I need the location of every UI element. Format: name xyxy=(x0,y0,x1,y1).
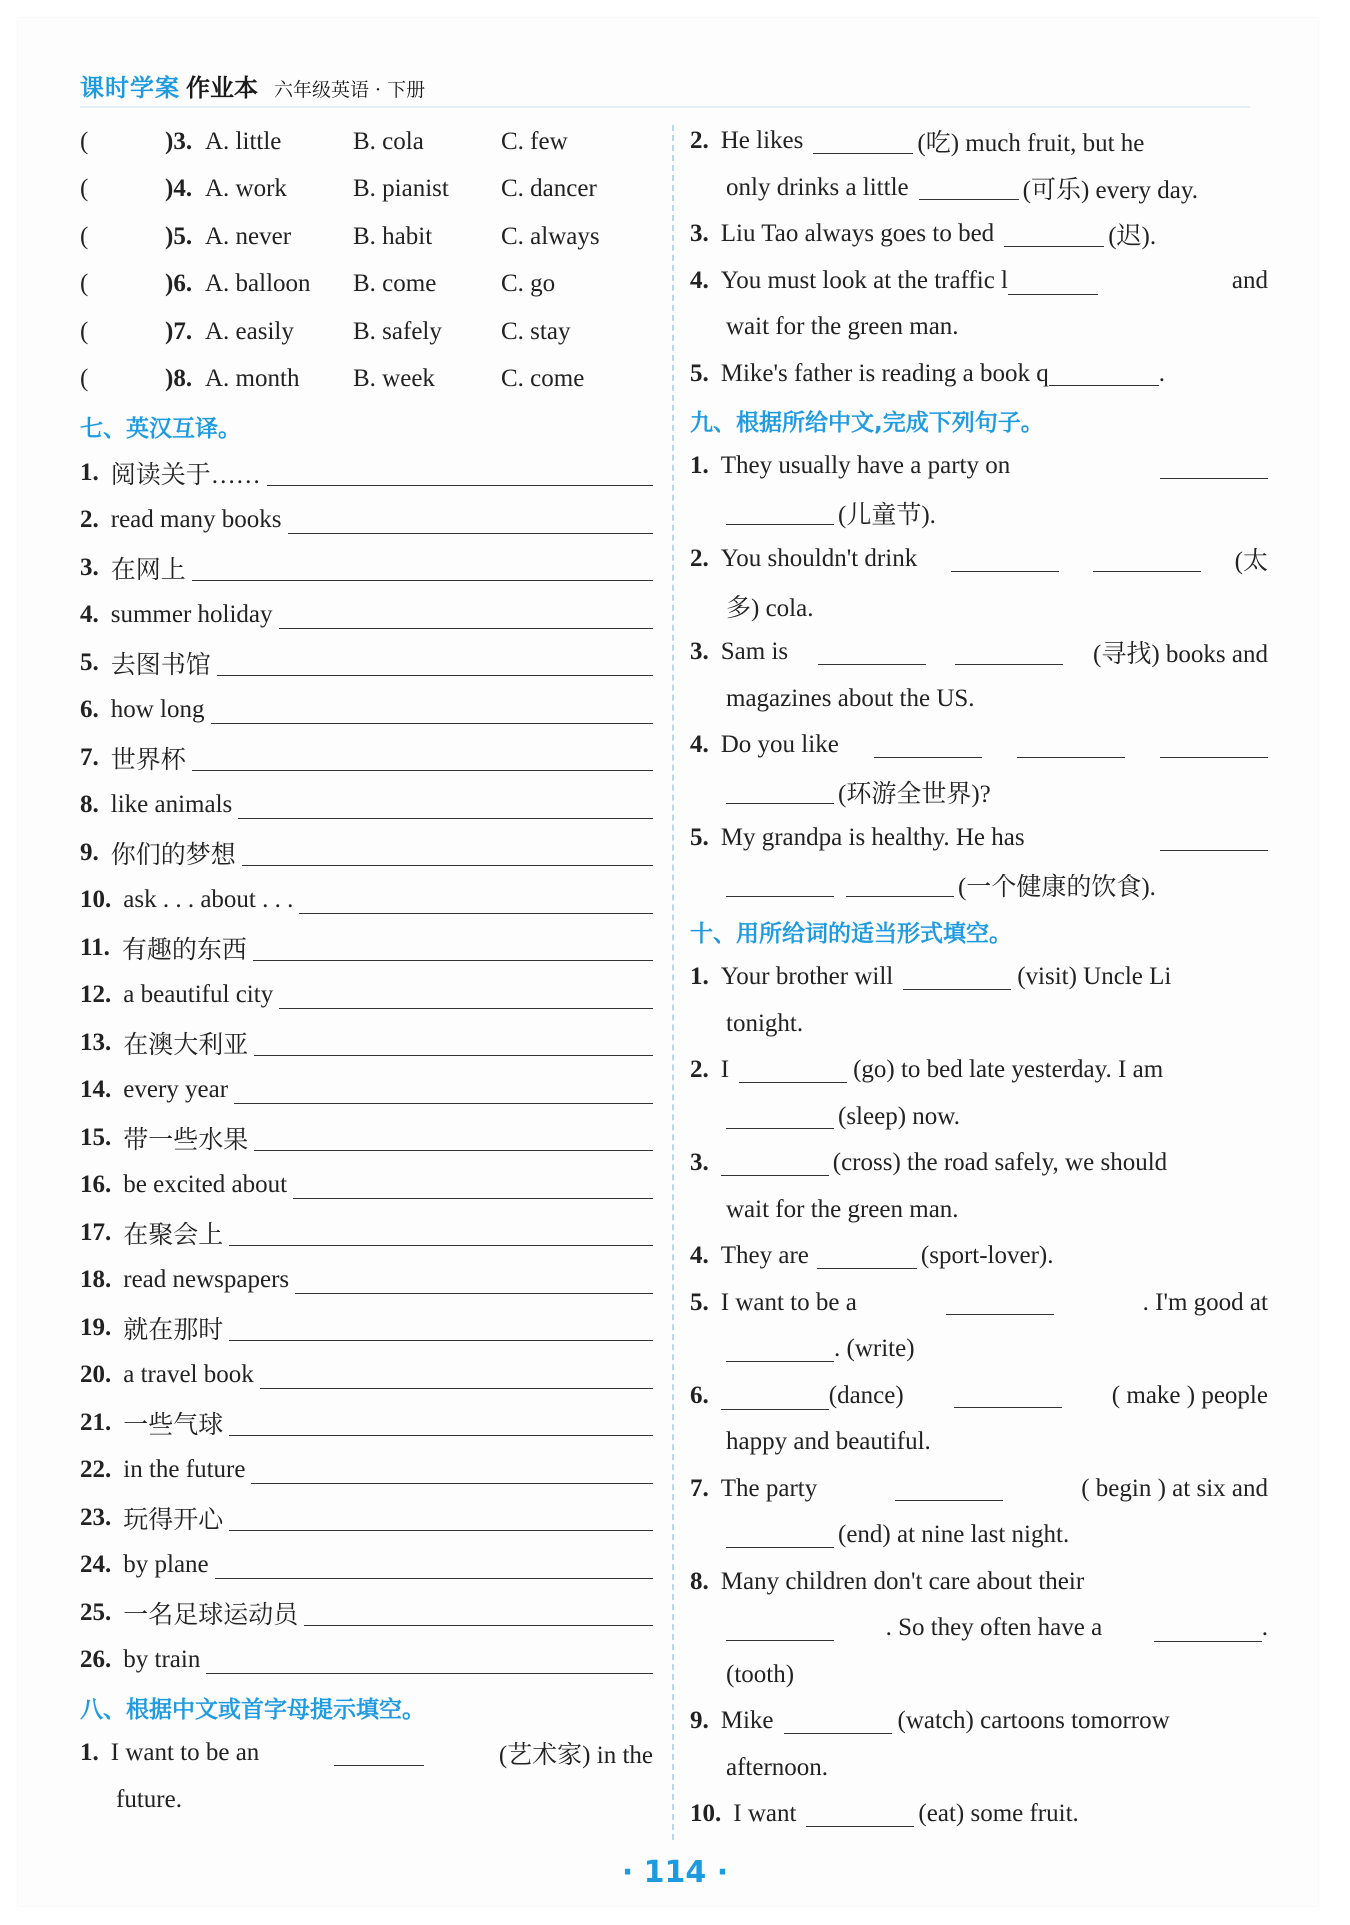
answer-line[interactable] xyxy=(267,459,653,486)
answer-line[interactable] xyxy=(192,744,653,771)
option-a: A. never xyxy=(205,222,292,250)
item-text: by plane xyxy=(123,1551,209,1579)
item-number: 2. xyxy=(80,506,99,534)
left-column xyxy=(80,118,653,1823)
question-number: )6. xyxy=(165,270,193,298)
answer-paren[interactable]: ( xyxy=(80,270,89,298)
section-10-q6-cont: happy and beautiful. xyxy=(726,1428,931,1456)
translation-item xyxy=(80,829,653,877)
section-10-q6: 6. (dance) ( make ) people xyxy=(690,1381,1268,1409)
item-number: 1. xyxy=(80,458,99,486)
answer-blank[interactable] xyxy=(895,1476,1003,1501)
section-9-q4: 4. Do you like xyxy=(690,722,1268,769)
item-text: 有趣的东西 xyxy=(121,936,247,964)
question-number: )7. xyxy=(165,317,193,345)
translation-item xyxy=(80,1067,653,1115)
section-9-q5-cont: (一个健康的饮食). xyxy=(690,862,1268,909)
answer-paren[interactable]: ( xyxy=(80,317,89,345)
question-number: )5. xyxy=(165,222,193,250)
section-10-q2-cont: (sleep) now. xyxy=(690,1094,1268,1141)
answer-blank[interactable] xyxy=(954,1383,1062,1408)
page-header xyxy=(80,68,425,104)
option-b: B. come xyxy=(353,270,437,298)
item-text: a travel book xyxy=(123,1361,254,1389)
choice-question xyxy=(80,118,653,166)
answer-line[interactable] xyxy=(295,1267,653,1294)
answer-line[interactable] xyxy=(299,887,653,914)
page-number: · 114 · xyxy=(621,1855,729,1890)
answer-blank[interactable] xyxy=(1154,1617,1262,1642)
answer-blank[interactable] xyxy=(1017,733,1125,758)
choice-question xyxy=(80,261,653,309)
section-8-q2-cont: only drinks a little (可乐) every day. xyxy=(726,173,1199,204)
option-b: B. habit xyxy=(353,222,433,250)
choice-question xyxy=(80,166,653,214)
item-text: how long xyxy=(110,696,205,724)
answer-line[interactable] xyxy=(288,507,653,534)
item-text: ask . . . about . . . xyxy=(123,886,294,914)
answer-blank[interactable] xyxy=(806,1802,914,1827)
item-text: read newspapers xyxy=(123,1266,290,1294)
translation-item xyxy=(80,1399,653,1447)
item-number: 25. xyxy=(80,1598,112,1626)
answer-blank[interactable] xyxy=(721,1385,829,1410)
item-number: 24. xyxy=(80,1551,112,1579)
section-10-q7: 7. The party ( begin ) at six and xyxy=(690,1474,1268,1502)
answer-line[interactable] xyxy=(229,1409,653,1436)
option-c: C. come xyxy=(501,365,585,393)
translation-item xyxy=(80,1447,653,1495)
answer-blank[interactable] xyxy=(726,1104,834,1129)
section-8-q4: 4. You must look at the traffic l and xyxy=(690,266,1268,294)
answer-line[interactable] xyxy=(217,649,653,676)
item-number: 23. xyxy=(80,1503,112,1531)
section-9-q4-cont: (环游全世界)? xyxy=(690,769,1268,816)
answer-line[interactable] xyxy=(229,1504,653,1531)
answer-blank[interactable] xyxy=(726,779,834,804)
answer-blank[interactable] xyxy=(784,1709,892,1734)
item-number: 22. xyxy=(80,1456,112,1484)
section-9-q3-cont: magazines about the US. xyxy=(726,684,975,712)
section-10-q8-cont: . So they often have a . xyxy=(690,1605,1268,1652)
item-text: 去图书馆 xyxy=(110,651,211,679)
section-8-q2: 2. He likes (吃) much fruit, but he xyxy=(690,127,1145,158)
translation-item xyxy=(80,1542,653,1590)
item-number: 18. xyxy=(80,1266,112,1294)
item-text: 在聚会上 xyxy=(123,1221,224,1249)
header-rule xyxy=(80,106,1250,108)
section-9-q1: 1. They usually have a party on xyxy=(690,443,1268,490)
answer-line[interactable] xyxy=(254,1124,653,1151)
choice-question xyxy=(80,356,653,404)
question-number: )3. xyxy=(165,127,193,155)
answer-blank[interactable] xyxy=(334,1741,424,1766)
option-c: C. stay xyxy=(501,317,571,345)
section-10-q3: 3. (cross) the road safely, we should xyxy=(690,1149,1168,1177)
answer-blank[interactable] xyxy=(1160,826,1268,851)
column-divider xyxy=(672,125,674,1840)
answer-line[interactable] xyxy=(206,1647,653,1674)
section-8-q1-cont: future. xyxy=(116,1785,182,1813)
translation-item xyxy=(80,1162,653,1210)
item-text: summer holiday xyxy=(110,601,273,629)
answer-line[interactable] xyxy=(234,1077,653,1104)
answer-line[interactable] xyxy=(229,1314,653,1341)
answer-paren[interactable]: ( xyxy=(80,222,89,250)
item-text: read many books xyxy=(110,506,282,534)
brand-black-title: 作业本 xyxy=(186,74,258,102)
section-8-q5: 5. Mike's father is reading a book q . xyxy=(690,359,1166,387)
item-number: 8. xyxy=(80,791,99,819)
translation-item xyxy=(80,1352,653,1400)
item-number: 9. xyxy=(80,838,99,866)
multiple-choice-list xyxy=(80,118,653,403)
answer-blank[interactable] xyxy=(726,1523,834,1548)
answer-blank[interactable] xyxy=(955,640,1063,665)
item-text: 在网上 xyxy=(110,556,186,584)
item-text: 世界杯 xyxy=(110,746,186,774)
answer-line[interactable] xyxy=(253,934,653,961)
option-a: A. little xyxy=(205,127,282,155)
section-10-title: 十、用所给词的适当形式填空。 xyxy=(690,920,1012,947)
section-10-q10: 10. I want (eat) some fruit. xyxy=(690,1800,1079,1828)
translation-item xyxy=(80,972,653,1020)
option-a: A. month xyxy=(205,365,300,393)
section-10-q1: 1. Your brother will (visit) Uncle Li xyxy=(690,963,1172,991)
section-9-q3: 3. Sam is (寻找) books and xyxy=(690,638,1268,669)
option-b: B. week xyxy=(353,365,435,393)
item-number: 19. xyxy=(80,1313,112,1341)
item-number: 16. xyxy=(80,1171,112,1199)
item-number: 15. xyxy=(80,1123,112,1151)
answer-line[interactable] xyxy=(229,1219,653,1246)
translation-item xyxy=(80,544,653,592)
section-8-q1: 1. I want to be an (艺术家) in the xyxy=(80,1739,653,1770)
answer-blank[interactable] xyxy=(813,129,913,154)
item-number: 21. xyxy=(80,1408,112,1436)
section-10-q8: 8. Many children don't care about their xyxy=(690,1567,1085,1595)
answer-blank[interactable] xyxy=(726,1616,834,1641)
item-number: 17. xyxy=(80,1218,112,1246)
section-9-q5: 5. My grandpa is healthy. He has xyxy=(690,815,1268,862)
answer-line[interactable] xyxy=(251,1457,653,1484)
item-number: 10. xyxy=(80,886,112,914)
translation-item xyxy=(80,1257,653,1305)
translation-item xyxy=(80,449,653,497)
section-7-list xyxy=(80,449,653,1684)
answer-blank[interactable] xyxy=(1160,733,1268,758)
item-text: 在澳大利亚 xyxy=(123,1031,249,1059)
section-10-q2: 2. I (go) to bed late yesterday. I am xyxy=(690,1056,1164,1084)
answer-blank[interactable] xyxy=(726,872,834,897)
section-9-title: 九、根据所给中文,完成下列句子。 xyxy=(690,409,1044,436)
answer-blank[interactable] xyxy=(1049,361,1159,386)
item-text: 带一些水果 xyxy=(123,1126,249,1154)
option-c: C. dancer xyxy=(501,175,597,203)
translation-item xyxy=(80,497,653,545)
translation-item xyxy=(80,1637,653,1685)
item-number: 20. xyxy=(80,1361,112,1389)
answer-paren[interactable]: ( xyxy=(80,127,89,155)
translation-item xyxy=(80,592,653,640)
option-a: A. work xyxy=(205,175,287,203)
right-column xyxy=(690,118,1268,1838)
item-number: 3. xyxy=(80,553,99,581)
answer-blank[interactable] xyxy=(1008,270,1098,295)
item-number: 4. xyxy=(80,601,99,629)
answer-paren[interactable]: ( xyxy=(80,365,89,393)
section-10-q4: 4. They are (sport-lover). xyxy=(690,1242,1054,1270)
item-text: 就在那时 xyxy=(123,1316,224,1344)
translation-item xyxy=(80,1304,653,1352)
translation-item xyxy=(80,1494,653,1542)
answer-line[interactable] xyxy=(211,697,654,724)
item-text: be excited about xyxy=(123,1171,288,1199)
section-8-q4-cont: wait for the green man. xyxy=(726,313,959,341)
translation-item xyxy=(80,782,653,830)
section-8-title: 八、根据中文或首字母提示填空。 xyxy=(80,1696,425,1723)
question-number: )8. xyxy=(165,365,193,393)
translation-item xyxy=(80,734,653,782)
section-9-q2: 2. You shouldn't drink (太 xyxy=(690,545,1268,576)
choice-question xyxy=(80,213,653,261)
choice-question xyxy=(80,308,653,356)
item-text: 玩得开心 xyxy=(123,1506,224,1534)
section-10-q8-hint: (tooth) xyxy=(726,1660,795,1688)
answer-line[interactable] xyxy=(242,839,653,866)
translation-item xyxy=(80,1114,653,1162)
section-10-q5: 5. I want to be a . I'm good at xyxy=(690,1288,1268,1316)
answer-blank[interactable] xyxy=(818,640,926,665)
item-text: 一名足球运动员 xyxy=(123,1601,299,1629)
answer-paren[interactable]: ( xyxy=(80,175,89,203)
answer-blank[interactable] xyxy=(1004,222,1104,247)
answer-line[interactable] xyxy=(279,602,653,629)
answer-blank[interactable] xyxy=(874,733,982,758)
answer-blank[interactable] xyxy=(951,547,1059,572)
answer-blank[interactable] xyxy=(721,1151,829,1176)
section-9-q1-cont: (儿童节). xyxy=(690,490,1268,537)
answer-blank[interactable] xyxy=(919,175,1019,200)
translation-item xyxy=(80,924,653,972)
item-text: 一些气球 xyxy=(123,1411,224,1439)
brand-blue-title: 课时学案 xyxy=(80,74,180,102)
option-c: C. go xyxy=(501,270,556,298)
option-a: A. balloon xyxy=(205,270,311,298)
translation-item xyxy=(80,1589,653,1637)
item-number: 11. xyxy=(80,933,110,961)
translation-item xyxy=(80,1209,653,1257)
answer-line[interactable] xyxy=(215,1552,653,1579)
section-10-q7-cont: (end) at nine last night. xyxy=(690,1512,1268,1559)
answer-line[interactable] xyxy=(238,792,653,819)
translation-item xyxy=(80,687,653,735)
item-number: 13. xyxy=(80,1028,112,1056)
answer-blank[interactable] xyxy=(726,500,834,525)
answer-blank[interactable] xyxy=(726,1337,834,1362)
item-number: 5. xyxy=(80,648,99,676)
section-8-q3: 3. Liu Tao always goes to bed (迟). xyxy=(690,220,1157,251)
answer-line[interactable] xyxy=(254,1029,653,1056)
item-number: 6. xyxy=(80,696,99,724)
option-c: C. few xyxy=(501,127,568,155)
section-10-q9: 9. Mike (watch) cartoons tomorrow xyxy=(690,1707,1170,1735)
translation-item xyxy=(80,877,653,925)
answer-blank[interactable] xyxy=(946,1290,1054,1315)
section-10-q9-cont: afternoon. xyxy=(726,1753,829,1781)
answer-line[interactable] xyxy=(279,982,653,1009)
section-10-q3-cont: wait for the green man. xyxy=(726,1195,959,1223)
item-number: 14. xyxy=(80,1076,112,1104)
answer-blank[interactable] xyxy=(846,872,954,897)
book-subtitle: 六年级英语 · 下册 xyxy=(274,79,426,101)
answer-line[interactable] xyxy=(304,1599,653,1626)
item-text: a beautiful city xyxy=(123,981,274,1009)
answer-blank[interactable] xyxy=(1160,454,1268,479)
item-text: in the future xyxy=(123,1456,246,1484)
section-10-q5-cont: . (write) xyxy=(690,1326,1268,1373)
option-c: C. always xyxy=(501,222,600,250)
answer-blank[interactable] xyxy=(1093,547,1201,572)
section-9-q2-cont: 多) cola. xyxy=(726,594,814,622)
section-10-q1-cont: tonight. xyxy=(726,1009,804,1037)
option-b: B. cola xyxy=(353,127,424,155)
option-b: B. safely xyxy=(353,317,442,345)
answer-blank[interactable] xyxy=(903,965,1011,990)
item-text: 你们的梦想 xyxy=(110,841,236,869)
item-text: like animals xyxy=(110,791,233,819)
answer-line[interactable] xyxy=(293,1172,653,1199)
question-number: )4. xyxy=(165,175,193,203)
answer-line[interactable] xyxy=(192,554,653,581)
item-number: 12. xyxy=(80,981,112,1009)
option-a: A. easily xyxy=(205,317,294,345)
answer-line[interactable] xyxy=(260,1362,653,1389)
translation-item xyxy=(80,1019,653,1067)
item-text: 阅读关于…… xyxy=(110,461,261,489)
section-7-title: 七、英汉互译。 xyxy=(80,415,241,442)
translation-item xyxy=(80,639,653,687)
option-b: B. pianist xyxy=(353,175,449,203)
answer-blank[interactable] xyxy=(817,1244,917,1269)
item-text: by train xyxy=(123,1646,201,1674)
item-text: every year xyxy=(123,1076,229,1104)
item-number: 7. xyxy=(80,743,99,771)
item-number: 26. xyxy=(80,1646,112,1674)
answer-blank[interactable] xyxy=(739,1058,847,1083)
